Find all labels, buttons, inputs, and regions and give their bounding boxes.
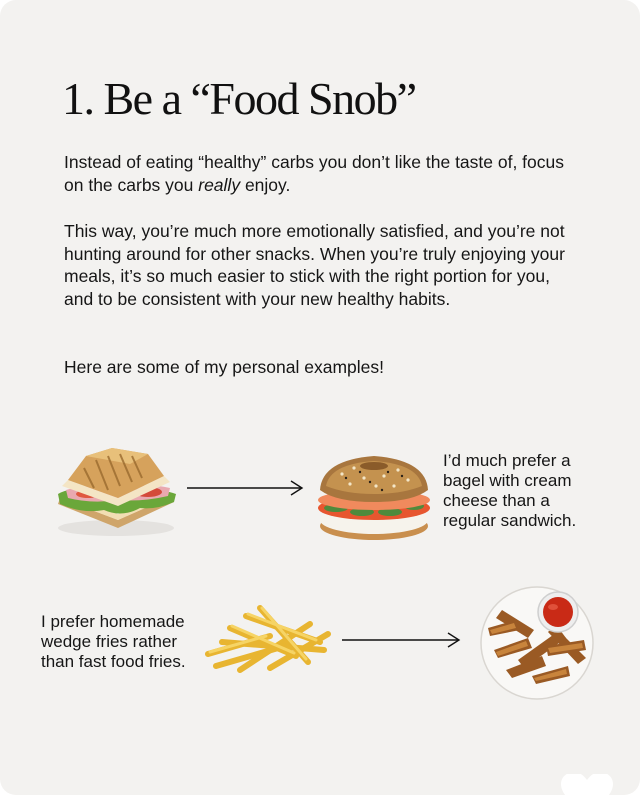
bagel-illustration [312, 446, 436, 542]
wedge-fries-bowl-illustration [476, 586, 598, 700]
fast-food-fries-illustration [200, 598, 334, 678]
right-arrow-icon [185, 478, 305, 498]
intro-text-after: enjoy. [240, 174, 291, 195]
page-title: 1. Be a “Food Snob” [62, 73, 416, 124]
intro-text-before: Instead of eating “healthy” carbs you don’t like the taste of, focus on the carbs you [64, 152, 565, 195]
fries-note: I prefer homemade wedge fries rather than fast food fries. [41, 612, 186, 671]
right-arrow-icon [340, 630, 462, 650]
sandwich-illustration [52, 446, 180, 538]
intro-emphasis: really [198, 174, 241, 195]
examples-intro: Here are some of my personal examples! [64, 357, 384, 377]
explanation-paragraph: This way, you’re much more emotionally satisfied, and you’re not hunting around for other snacks. When you’re truly enjoying your meals, it’s so much easier to stick with the right portion for you, and to be consistent with your new healthy habits. [64, 221, 565, 309]
heart-icon[interactable] [561, 774, 613, 795]
bagel-note: I’d much prefer a bagel with cream cheese than a regular sandwich. [443, 451, 577, 530]
intro-paragraph [64, 151, 584, 196]
